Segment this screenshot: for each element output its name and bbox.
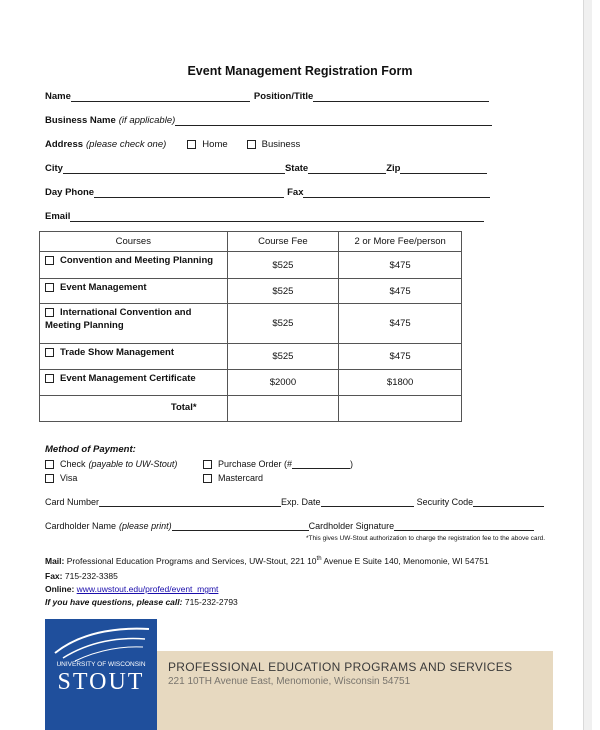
mastercard-checkbox[interactable] [203,474,212,483]
header-group-fee: 2 or More Fee/person [339,232,462,252]
logo-stout-text: STOUT [57,669,145,695]
authorization-note: *This gives UW-Stout authorization to charge the registration fee to the above card. [306,535,546,542]
table-row [40,304,462,344]
payment-row-2 [45,473,263,483]
po-number-field[interactable] [292,460,350,469]
mail-label: Mail: [45,556,65,566]
total-label: Total* [40,396,228,422]
fax-field[interactable] [303,188,490,198]
swoosh-icon [45,619,157,664]
po-checkbox[interactable] [203,460,212,469]
contact-fax-label: Fax: [45,571,63,581]
fax-label: Fax [287,187,304,198]
business-checkbox[interactable] [247,140,256,149]
check-checkbox[interactable] [45,460,54,469]
course-option[interactable] [40,344,228,370]
course-fee: $525 [227,279,339,304]
security-label: Security Code [416,497,474,507]
po-close: ) [350,459,354,469]
table-row [40,252,462,279]
course-fee: $525 [227,252,339,279]
course-name: Trade Show Management [60,347,175,358]
banner-address: 221 10TH Avenue East, Menomonie, Wisconsin 54751 [168,676,411,687]
name-label: Name [45,91,71,102]
group-fee: $475 [339,252,462,279]
course-checkbox[interactable] [45,308,54,317]
po-label: Purchase Order (# [218,459,293,469]
mail-line [45,556,489,566]
course-name: Convention and Meeting Planning [60,255,214,266]
card-number-label: Card Number [45,497,100,507]
zip-label: Zip [386,163,401,174]
exp-label: Exp. Date [281,497,321,507]
position-field[interactable] [313,92,489,102]
course-name: International Convention and [60,307,192,318]
mastercard-label: Mastercard [218,473,264,483]
total-group-fee-cell[interactable] [339,396,462,422]
group-fee: $475 [339,279,462,304]
logo-university-text: UNIVERSITY OF WISCONSIN [56,661,146,668]
course-fee: $2000 [227,370,339,396]
group-fee: $475 [339,344,462,370]
state-field[interactable] [308,164,386,174]
email-row [45,211,484,222]
check-note: (payable to UW-Stout) [88,459,178,469]
email-field[interactable] [70,212,484,222]
course-name-line2: Meeting Planning [45,320,124,331]
cardholder-label: Cardholder Name [45,521,117,531]
city-label: City [45,163,63,174]
position-label: Position/Title [253,91,314,102]
zip-field[interactable] [400,164,487,174]
online-link[interactable]: www.uwstout.edu/profed/event_mgmt [76,584,219,594]
table-row [40,344,462,370]
business-name-field[interactable] [175,116,492,126]
course-option[interactable] [40,279,228,304]
city-field[interactable] [63,164,285,174]
card-number-field[interactable] [99,497,281,507]
stout-logo [45,619,157,730]
course-fee: $525 [227,304,339,344]
po-option[interactable] [203,459,353,469]
visa-checkbox[interactable] [45,474,54,483]
mastercard-option[interactable] [203,473,263,483]
address-row [45,139,300,150]
form-title: Event Management Registration Form [187,64,413,78]
state-label: State [284,163,309,174]
online-line [45,584,218,594]
course-option[interactable] [40,370,228,396]
cardholder-name-field[interactable] [172,521,309,531]
course-option[interactable] [40,304,228,344]
signature-label: Cardholder Signature [308,521,395,531]
questions-label: If you have questions, please call: [45,597,183,607]
fax-line [45,571,118,581]
phone-row [45,187,490,198]
online-label: Online: [45,584,75,594]
header-course-fee: Course Fee [227,232,339,252]
course-name: Event Management [60,282,147,293]
payment-row-1 [45,459,353,469]
mail-sup: th [316,556,322,563]
name-row [45,91,489,102]
visa-option[interactable] [45,473,203,483]
questions-line [45,597,238,607]
group-fee: $1800 [339,370,462,396]
signature-field[interactable] [394,521,534,531]
table-header-row [40,232,462,252]
payment-heading: Method of Payment: [45,444,136,455]
city-row [45,163,487,174]
home-checkbox[interactable] [187,140,196,149]
business-name-label: Business Name [45,115,116,126]
total-fee-cell[interactable] [227,396,339,422]
course-checkbox[interactable] [45,283,54,292]
business-name-row [45,115,492,126]
course-option[interactable] [40,252,228,279]
mail-text: Professional Education Programs and Services, UW-Stout, 221 10 [66,556,317,566]
cardholder-row [45,521,534,531]
mail-text2: Avenue E Suite 140, Menomonie, WI 54751 [321,556,489,566]
courses-table [39,231,462,422]
exp-date-field[interactable] [321,497,414,507]
day-phone-field[interactable] [94,188,284,198]
table-row [40,279,462,304]
name-field[interactable] [71,92,250,102]
card-row [45,497,544,507]
contact-fax-value: 715-232-3385 [64,571,118,581]
header-courses: Courses [40,232,228,252]
course-fee: $525 [227,344,339,370]
address-note: (please check one) [86,139,167,150]
business-option[interactable] [247,139,301,150]
questions-value: 715-232-2793 [184,597,238,607]
check-label: Check [60,459,86,469]
course-checkbox[interactable] [45,256,54,265]
course-checkbox[interactable] [45,348,54,357]
business-label: Business [261,139,301,150]
banner-heading: PROFESSIONAL EDUCATION PROGRAMS AND SERVICES [168,660,513,674]
page-edge [583,0,592,730]
business-name-note: (if applicable) [118,115,176,126]
cardholder-note: (please print) [119,521,172,531]
check-option[interactable] [45,459,203,469]
email-label: Email [45,211,71,222]
group-fee: $475 [339,304,462,344]
home-option[interactable] [187,139,227,150]
table-row [40,370,462,396]
total-row [40,396,462,422]
security-code-field[interactable] [473,497,544,507]
address-label: Address [45,139,84,150]
home-label: Home [202,139,228,150]
course-checkbox[interactable] [45,374,54,383]
course-name: Event Management Certificate [60,373,196,384]
visa-label: Visa [60,473,78,483]
day-phone-label: Day Phone [45,187,95,198]
